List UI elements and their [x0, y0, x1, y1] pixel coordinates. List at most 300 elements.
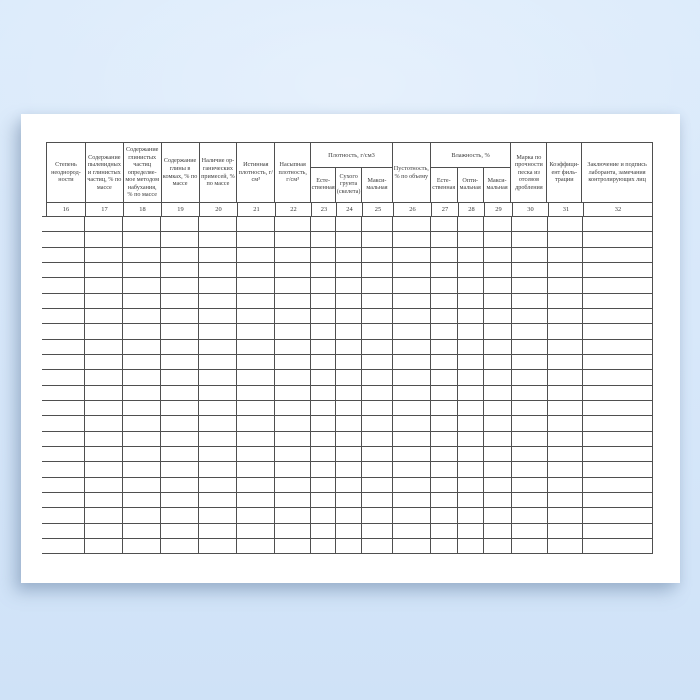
table-cell: [362, 309, 393, 323]
table-cell: [458, 447, 484, 461]
table-cell: [199, 508, 237, 522]
table-cell: [85, 493, 123, 507]
table-cell: [275, 462, 311, 476]
table-cell: [512, 294, 548, 308]
table-cell: [85, 462, 123, 476]
table-cell: [237, 217, 275, 231]
table-cell: [431, 447, 458, 461]
table-cell: [393, 355, 431, 369]
table-cell: [362, 493, 393, 507]
table-cell: [362, 263, 393, 277]
column-header-18: Содержание глинистых частиц определяе- мое методом набухания, % по массе: [124, 143, 162, 202]
table-cell: [458, 416, 484, 430]
table-cell: [583, 462, 652, 476]
table-cell: [548, 278, 583, 292]
table-cell: [161, 248, 199, 262]
table-cell: [362, 478, 393, 492]
table-cell: [123, 340, 161, 354]
table-cell: [161, 386, 199, 400]
table-cell: [85, 248, 123, 262]
table-cell: [199, 217, 237, 231]
table-cell: [42, 340, 85, 354]
table-cell: [161, 355, 199, 369]
table-cell: [42, 508, 85, 522]
table-cell: [336, 263, 362, 277]
table-cell: [362, 248, 393, 262]
table-header-row: [46, 142, 653, 203]
column-number-17: 17: [86, 203, 124, 216]
table-cell: [85, 232, 123, 246]
table-cell: [161, 432, 199, 446]
table-cell: [362, 447, 393, 461]
table-cell: [311, 232, 336, 246]
table-cell: [199, 432, 237, 446]
table-cell: [484, 401, 512, 415]
table-cell: [123, 386, 161, 400]
column-number-22: 22: [276, 203, 312, 216]
table-cell: [393, 232, 431, 246]
column-header-17: Содержание пылевидных и глинистых частиц, % по массе: [86, 143, 124, 202]
table-cell: [484, 447, 512, 461]
table-cell: [548, 309, 583, 323]
table-cell: [336, 340, 362, 354]
table-cell: [548, 294, 583, 308]
table-cell: [42, 493, 85, 507]
table-cell: [42, 370, 85, 384]
table-cell: [583, 309, 652, 323]
table-cell: [431, 248, 458, 262]
table-cell: [484, 278, 512, 292]
table-cell: [275, 493, 311, 507]
table-cell: [42, 432, 85, 446]
table-cell: [583, 324, 652, 338]
table-cell: [583, 263, 652, 277]
table-cell: [199, 309, 237, 323]
table-cell: [393, 524, 431, 538]
table-cell: [512, 447, 548, 461]
table-cell: [512, 416, 548, 430]
table-cell: [275, 508, 311, 522]
table-cell: [548, 355, 583, 369]
table-cell: [512, 462, 548, 476]
column-header-26: Пустотность, % по объему: [393, 143, 431, 202]
table-cell: [484, 232, 512, 246]
table-cell: [548, 248, 583, 262]
table-cell: [237, 401, 275, 415]
table-cell: [311, 324, 336, 338]
table-cell: [85, 370, 123, 384]
table-cell: [431, 217, 458, 231]
table-cell: [237, 324, 275, 338]
table-cell: [548, 340, 583, 354]
table-cell: [336, 524, 362, 538]
table-cell: [512, 478, 548, 492]
table-cell: [42, 416, 85, 430]
table-cell: [362, 278, 393, 292]
table-cell: [85, 294, 123, 308]
table-cell: [275, 324, 311, 338]
table-cell: [512, 401, 548, 415]
table-cell: [548, 539, 583, 553]
table-cell: [458, 309, 484, 323]
table-cell: [123, 263, 161, 277]
table-cell: [123, 524, 161, 538]
table-row: [42, 524, 652, 539]
table-cell: [237, 432, 275, 446]
table-cell: [512, 386, 548, 400]
table-cell: [275, 294, 311, 308]
table-cell: [161, 309, 199, 323]
table-cell: [362, 524, 393, 538]
table-cell: [311, 539, 336, 553]
table-cell: [275, 278, 311, 292]
table-row: [42, 294, 652, 309]
table-cell: [237, 355, 275, 369]
table-cell: [311, 370, 336, 384]
table-cell: [336, 508, 362, 522]
table-cell: [583, 370, 652, 384]
table-cell: [583, 217, 652, 231]
table-row: [42, 539, 652, 554]
table-cell: [199, 524, 237, 538]
table-cell: [548, 370, 583, 384]
table-cell: [484, 248, 512, 262]
table-cell: [548, 508, 583, 522]
table-cell: [336, 248, 362, 262]
table-cell: [123, 432, 161, 446]
column-number-23: 23: [312, 203, 337, 216]
table-cell: [431, 508, 458, 522]
table-cell: [199, 493, 237, 507]
table-cell: [42, 309, 85, 323]
table-cell: [484, 524, 512, 538]
table-cell: [336, 416, 362, 430]
table-row: [42, 478, 652, 493]
table-cell: [583, 248, 652, 262]
table-cell: [458, 401, 484, 415]
table-cell: [161, 217, 199, 231]
table-cell: [484, 340, 512, 354]
column-number-26: 26: [394, 203, 432, 216]
column-number-32: 32: [614, 206, 622, 213]
table-cell: [393, 447, 431, 461]
table-cell: [336, 324, 362, 338]
column-header-20: Наличие ор- ганических примесей, % по массе: [200, 143, 238, 202]
table-cell: [85, 478, 123, 492]
table-cell: [123, 232, 161, 246]
table-cell: [199, 340, 237, 354]
table-cell: [458, 478, 484, 492]
table-cell: [199, 232, 237, 246]
table-cell: [311, 508, 336, 522]
table-row: [42, 355, 652, 370]
table-cell: [85, 278, 123, 292]
table-cell: [85, 539, 123, 553]
table-cell: [431, 355, 458, 369]
table-cell: [85, 386, 123, 400]
table-cell: [199, 416, 237, 430]
table-cell: [199, 263, 237, 277]
table-cell: [458, 355, 484, 369]
table-cell: [161, 508, 199, 522]
table-cell: [42, 217, 85, 231]
table-cell: [458, 217, 484, 231]
table-cell: [548, 478, 583, 492]
table-cell: [85, 416, 123, 430]
table-cell: [512, 217, 548, 231]
table-cell: [458, 493, 484, 507]
table-cell: [42, 386, 85, 400]
table-cell: [548, 401, 583, 415]
column-number-21: 21: [238, 203, 276, 216]
table-cell: [362, 462, 393, 476]
table-cell: [123, 478, 161, 492]
table-row: [42, 386, 652, 401]
table-cell: [458, 294, 484, 308]
table-cell: [336, 278, 362, 292]
table-cell: [275, 524, 311, 538]
table-cell: [336, 370, 362, 384]
table-cell: [311, 248, 336, 262]
table-cell: [123, 278, 161, 292]
column-header-22: Насыпная плотность, г/см³: [275, 143, 311, 202]
table-cell: [458, 524, 484, 538]
column-header-29: Макси- мальная: [486, 177, 508, 191]
table-cell: [393, 278, 431, 292]
table-cell: [123, 416, 161, 430]
table-cell: [85, 447, 123, 461]
table-cell: [123, 401, 161, 415]
table-cell: [275, 447, 311, 461]
table-cell: [85, 263, 123, 277]
table-cell: [512, 370, 548, 384]
column-number-29: 29: [485, 203, 513, 216]
table-cell: [275, 401, 311, 415]
table-cell: [512, 232, 548, 246]
lab-journal-table: [46, 142, 653, 554]
table-cell: [42, 524, 85, 538]
table-cell: [199, 294, 237, 308]
table-cell: [362, 386, 393, 400]
table-cell: [237, 508, 275, 522]
table-cell: [199, 324, 237, 338]
table-cell: [161, 493, 199, 507]
table-row: [42, 462, 652, 477]
table-cell: [458, 263, 484, 277]
table-row: [42, 232, 652, 247]
table-cell: [275, 263, 311, 277]
table-cell: [431, 324, 458, 338]
table-cell: [237, 278, 275, 292]
table-cell: [393, 263, 431, 277]
column-number-24: 24: [337, 203, 363, 216]
column-header-23: Есте- ственная: [311, 168, 336, 202]
column-header-27: Есте- ственная: [431, 168, 458, 202]
table-cell: [393, 493, 431, 507]
column-number-row: [46, 203, 653, 216]
table-row: [42, 278, 652, 293]
table-cell: [336, 539, 362, 553]
table-cell: [85, 355, 123, 369]
column-number-30: 30: [513, 203, 549, 216]
table-cell: [275, 217, 311, 231]
table-cell: [161, 524, 199, 538]
table-cell: [311, 524, 336, 538]
table-cell: [484, 462, 512, 476]
table-cell: [512, 340, 548, 354]
table-cell: [123, 248, 161, 262]
table-cell: [336, 462, 362, 476]
column-group-density: [311, 143, 393, 202]
column-number-28: 28: [459, 203, 485, 216]
table-cell: [583, 355, 652, 369]
table-cell: [336, 432, 362, 446]
table-cell: [42, 324, 85, 338]
table-cell: [275, 416, 311, 430]
column-header-32: Заключение и подпись лаборанта, замечания контролирующих лиц: [587, 161, 647, 184]
table-cell: [548, 432, 583, 446]
table-cell: [311, 432, 336, 446]
table-cell: [275, 232, 311, 246]
table-cell: [583, 340, 652, 354]
table-cell: [431, 232, 458, 246]
table-cell: [161, 263, 199, 277]
table-cell: [431, 401, 458, 415]
table-row: [42, 447, 652, 462]
table-cell: [393, 248, 431, 262]
table-cell: [458, 508, 484, 522]
table-cell: [336, 447, 362, 461]
table-cell: [161, 340, 199, 354]
table-cell: [512, 508, 548, 522]
table-cell: [42, 248, 85, 262]
table-cell: [431, 386, 458, 400]
table-cell: [85, 340, 123, 354]
table-cell: [237, 263, 275, 277]
table-cell: [123, 447, 161, 461]
table-cell: [458, 232, 484, 246]
table-cell: [512, 309, 548, 323]
table-cell: [123, 294, 161, 308]
table-cell: [42, 294, 85, 308]
table-cell: [583, 278, 652, 292]
column-header-28: Опти- мальная: [458, 168, 484, 202]
table-cell: [237, 462, 275, 476]
table-cell: [362, 217, 393, 231]
table-cell: [311, 493, 336, 507]
table-cell: [548, 386, 583, 400]
column-number-25: 25: [363, 203, 394, 216]
table-cell: [583, 493, 652, 507]
table-cell: [161, 370, 199, 384]
table-cell: [237, 309, 275, 323]
table-cell: [311, 263, 336, 277]
table-cell: [362, 370, 393, 384]
table-cell: [237, 294, 275, 308]
table-cell: [85, 432, 123, 446]
table-cell: [275, 478, 311, 492]
table-cell: [484, 478, 512, 492]
table-cell: [275, 355, 311, 369]
table-cell: [362, 508, 393, 522]
table-cell: [275, 370, 311, 384]
table-cell: [393, 370, 431, 384]
table-cell: [484, 263, 512, 277]
table-cell: [123, 539, 161, 553]
table-cell: [85, 217, 123, 231]
table-cell: [161, 294, 199, 308]
column-group-header: Плотность, г/см3: [311, 143, 392, 168]
column-header-31: Коэффици- ент филь- трации: [547, 143, 582, 202]
table-cell: [199, 386, 237, 400]
table-cell: [393, 432, 431, 446]
table-cell: [484, 386, 512, 400]
column-group-subheaders: [311, 168, 392, 202]
table-cell: [311, 462, 336, 476]
table-cell: [458, 386, 484, 400]
table-cell: [362, 401, 393, 415]
column-group-header: Влажность, %: [431, 143, 511, 168]
table-cell: [311, 401, 336, 415]
table-cell: [161, 447, 199, 461]
table-cell: [362, 340, 393, 354]
table-cell: [512, 263, 548, 277]
table-cell: [393, 478, 431, 492]
table-cell: [123, 508, 161, 522]
table-row: [42, 248, 652, 263]
table-cell: [583, 478, 652, 492]
table-cell: [484, 539, 512, 553]
table-cell: [199, 278, 237, 292]
table-cell: [42, 401, 85, 415]
table-cell: [311, 447, 336, 461]
table-cell: [393, 539, 431, 553]
table-cell: [336, 386, 362, 400]
table-cell: [583, 447, 652, 461]
table-cell: [85, 401, 123, 415]
table-cell: [275, 386, 311, 400]
table-cell: [311, 294, 336, 308]
table-cell: [548, 524, 583, 538]
table-cell: [362, 294, 393, 308]
table-cell: [512, 324, 548, 338]
table-cell: [336, 294, 362, 308]
table-cell: [362, 232, 393, 246]
table-cell: [583, 294, 652, 308]
table-cell: [275, 539, 311, 553]
table-cell: [393, 340, 431, 354]
table-cell: [362, 324, 393, 338]
table-row: [42, 493, 652, 508]
table-cell: [484, 493, 512, 507]
table-cell: [484, 324, 512, 338]
table-cell: [431, 294, 458, 308]
table-cell: [431, 416, 458, 430]
table-cell: [161, 478, 199, 492]
table-cell: [458, 278, 484, 292]
table-cell: [123, 324, 161, 338]
table-cell: [311, 416, 336, 430]
table-body: [42, 216, 653, 554]
table-cell: [199, 401, 237, 415]
table-cell: [275, 432, 311, 446]
table-cell: [237, 524, 275, 538]
table-cell: [336, 478, 362, 492]
table-cell: [393, 462, 431, 476]
table-cell: [42, 447, 85, 461]
table-cell: [484, 370, 512, 384]
table-cell: [583, 386, 652, 400]
